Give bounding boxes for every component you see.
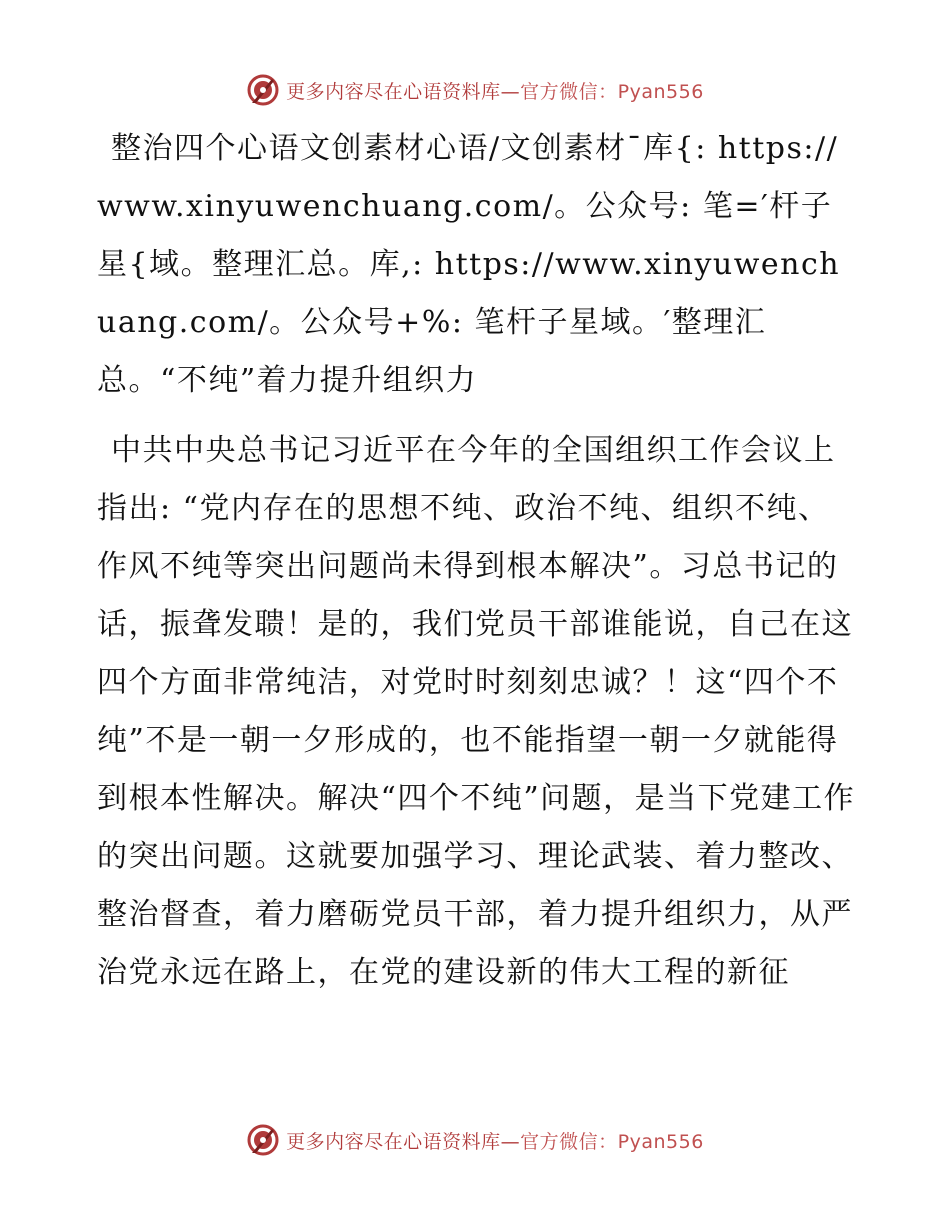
document-body bbox=[97, 120, 857, 1002]
header-banner bbox=[0, 70, 950, 110]
quill-pen-logo-icon bbox=[246, 1123, 280, 1157]
footer-banner bbox=[0, 1120, 950, 1160]
quill-pen-logo-icon bbox=[246, 73, 280, 107]
paragraph-main: 中共中央总书记习近平在今年的全国组织工作会议上指出: “党内存在的思想不纯、政治不纯、组织不纯、作风不纯等突出问题尚未得到根本解决”。习总书记的话，振聋发聩！是的，我们党员干部谁能说，自己在这四个方面非常纯洁，对党时时刻刻忠诚？！这“四个不纯”不是一朝一夕形成的，也不能指望一朝一夕就能得到根本性解决。解决“四个不纯”问题，是当下党建工作的突出问题。这就要加强学习、理论武装、着力整改、整治督查，着力磨砺党员干部，着力提升组织力，从严治党永远在路上，在党的建设新的伟大工程的新征 bbox=[97, 433, 856, 990]
banner-text: 更多内容尽在心语资料库—官方微信：Pyan556 bbox=[286, 1130, 704, 1153]
banner-text: 更多内容尽在心语资料库—官方微信：Pyan556 bbox=[286, 80, 704, 103]
paragraph-intro: 整治四个心语文创素材心语/文创素材¯库{: https://www.xinyuwenchuang.com/。公众号: 笔=′杆子星{域。整理汇总。库,: https://www.xinyuwenchuang.com/。公众号+%: 笔杆子星域。′整理汇总。“不纯”着力提升组织力 bbox=[97, 131, 841, 398]
